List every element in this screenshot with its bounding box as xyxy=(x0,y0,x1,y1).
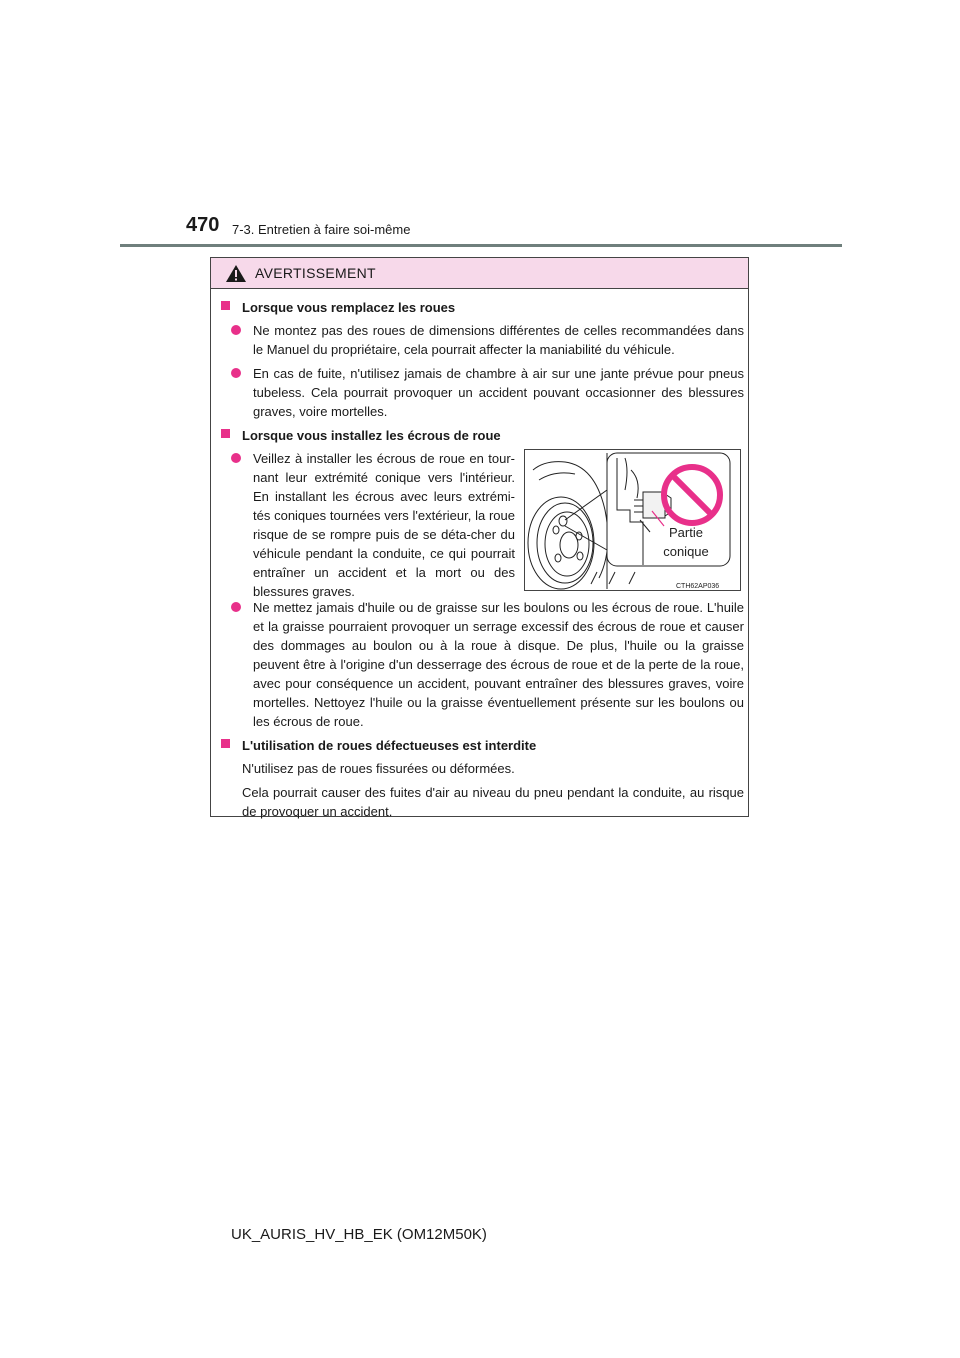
paragraph: Cela pourrait causer des fuites d'air au niveau du pneu pendant la conduite, au risque de provoquer un accident. xyxy=(242,785,744,819)
section-heading: Lorsque vous remplacez les roues xyxy=(221,298,744,317)
page-number: 470 xyxy=(186,214,220,236)
wheel-nut-drawing xyxy=(525,450,741,591)
footer-model: UK_AURIS_HV_HB_EK (OM12M50K) xyxy=(231,1226,487,1243)
figure-row xyxy=(221,449,744,599)
warning-header xyxy=(211,258,748,289)
header-rule xyxy=(120,244,842,247)
list-item: En cas de fuite, n'utilisez jamais de chambre à air sur une jante prévue pour pneus tubeless. Cela pourrait provoquer un accident pouvant occasionner des blessures graves, voire mortelles. xyxy=(231,364,744,421)
warning-content xyxy=(221,298,744,826)
list-item: Veillez à installer les écrous de roue en tour-nant leur extrémité conique vers l'intérieur. En installant les écrous avec leurs extrémi-tés coniques tournées vers l'extérieur, la roue risque de se rompre puis de se déta-cher du véhicule pendant la conduite, ce qui pourrait entraîner un accident et la mort ou des blessures graves. xyxy=(231,449,515,601)
warning-triangle-icon xyxy=(225,264,247,288)
round-bullet-icon xyxy=(231,368,241,378)
section-title: 7-3. Entretien à faire soi-même xyxy=(232,222,411,237)
section-heading: Lorsque vous installez les écrous de roue xyxy=(221,426,744,445)
section-heading: L'utilisation de roues défectueuses est interdite xyxy=(221,736,744,755)
round-bullet-icon xyxy=(231,602,241,612)
round-bullet-icon xyxy=(231,453,241,463)
square-bullet-icon xyxy=(221,301,230,310)
wheel-nut-illustration xyxy=(524,449,741,591)
list-item: Ne mettez jamais d'huile ou de graisse sur les boulons ou les écrous de roue. L'huile et la graisse pourraient provoquer un serrage excessif des écrous de roue et causer des dommages au boulon ou à la roue à disque. De plus, l'huile ou la graisse peuvent être à l'origine d'un desserrage des écrous de roue et de la perte de la roue, avec pour conséquence un accident, pouvant entraîner des blessures graves, voire mortelles. Nettoyez l'huile ou la graisse éventuellement présente sur les boulons ou les écrous de roue. xyxy=(231,598,744,731)
list-item: Ne montez pas des roues de dimensions différentes de celles recommandées dans le Manuel du propriétaire, cela pourrait affecter la maniabilité du véhicule. xyxy=(231,321,744,359)
square-bullet-icon xyxy=(221,429,230,438)
round-bullet-icon xyxy=(231,325,241,335)
callout-label: Partie conique xyxy=(663,525,709,559)
paragraph: N'utilisez pas de roues fissurées ou déformées. xyxy=(242,761,515,776)
warning-box xyxy=(210,257,749,817)
warning-title: AVERTISSEMENT xyxy=(255,265,376,281)
figure-code: CTH62AP036 xyxy=(676,583,720,590)
square-bullet-icon xyxy=(221,739,230,748)
